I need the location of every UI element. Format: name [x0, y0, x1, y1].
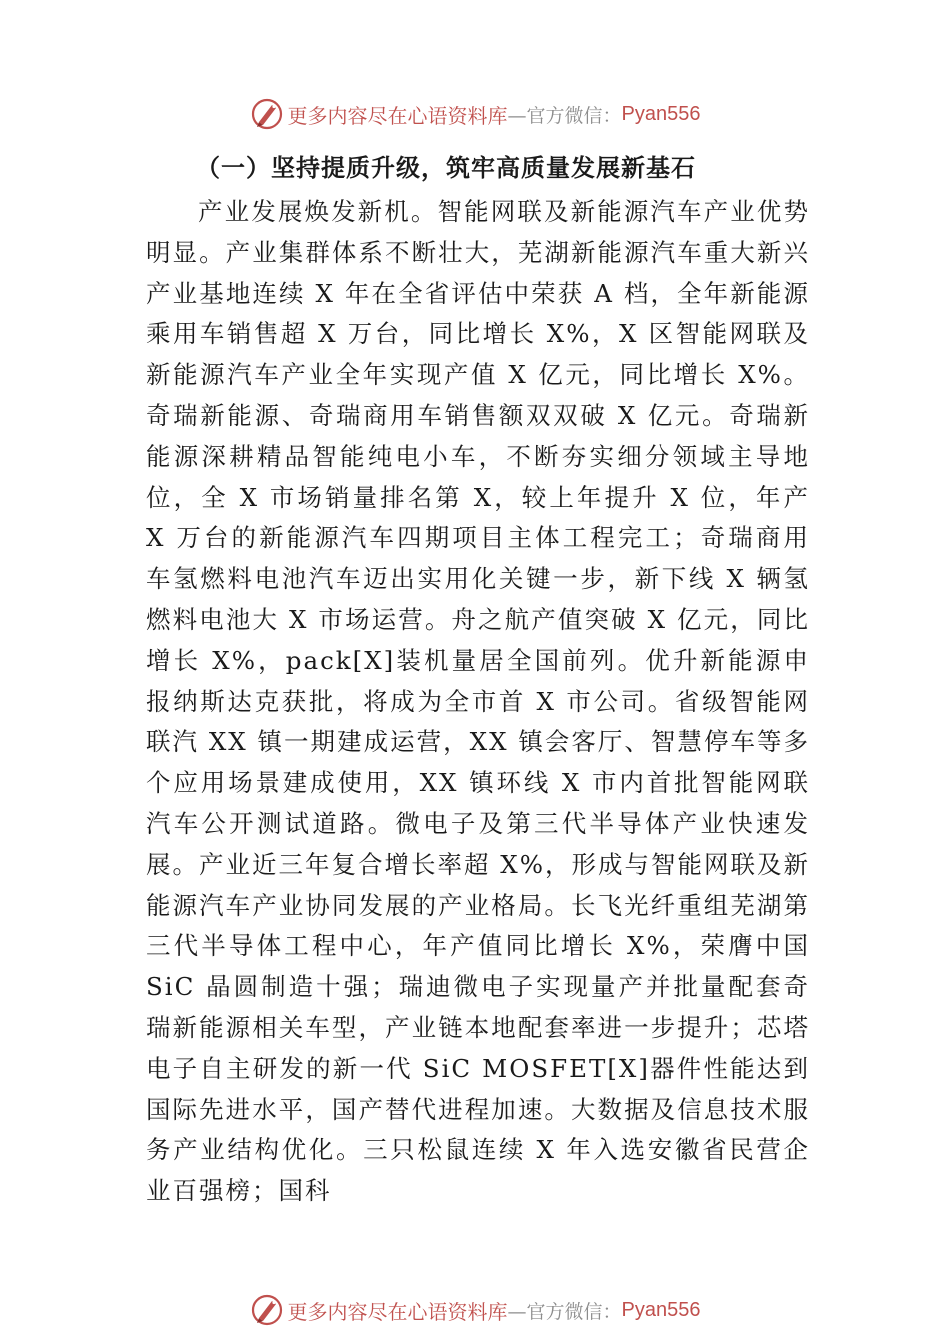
- pen-circle-logo-icon: [250, 1293, 284, 1327]
- watermark-banner-bottom: [0, 1290, 950, 1330]
- watermark-main-text: 更多内容尽在心语资料库: [287, 1299, 508, 1324]
- watermark-tail-text: —官方微信：: [507, 1300, 622, 1323]
- watermark-content: [250, 97, 701, 131]
- section-heading: （一）坚持提质升级，筑牢高质量发展新基石: [196, 153, 696, 182]
- watermark-wechat-id: Pyan556: [621, 102, 701, 125]
- watermark-banner-top: [0, 94, 950, 134]
- watermark-content: [250, 1293, 701, 1327]
- pen-circle-logo-icon: [250, 97, 284, 131]
- body-paragraph: 产业发展焕发新机。智能网联及新能源汽车产业优势明显。产业集群体系不断壮大，芜湖新能源汽车重大新兴产业基地连续 X 年在全省评估中荣获 A 档，全年新能源乘用车销售超 X 万台，同比增长 X%，X 区智能网联及新能源汽车产业全年实现产值 X 亿元，同比增长 X%。奇瑞新能源、奇瑞商用车销售额双双破 X 亿元。奇瑞新能源深耕精品智能纯电小车，不断夯实细分领域主导地位，全 X 市场销量排名第 X，较上年提升 X 位，年产 X 万台的新能源汽车四期项目主体工程完工；奇瑞商用车氢燃料电池汽车迈出实用化关键一步，新下线 X 辆氢燃料电池大 X 市场运营。舟之航产值突破 X 亿元，同比增长 X%，pack[X]装机量居全国前列。优升新能源申报纳斯达克获批，将成为全市首 X 市公司。省级智能网联汽 XX 镇一期建成运营，XX 镇会客厅、智慧停车等多个应用场景建成使用，XX 镇环线 X 市内首批智能网联汽车公开测试道路。微电子及第三代半导体产业快速发展。产业近三年复合增长率超 X%，形成与智能网联及新能源汽车产业协同发展的产业格局。长飞光纤重组芜湖第三代半导体工程中心，年产值同比增长 X%，荣膺中国 SiC 晶圆制造十强；瑞迪微电子实现量产并批量配套奇瑞新能源相关车型，产业链本地配套率进一步提升；芯塔电子自主研发的新一代 SiC MOSFET[X]器件性能达到国际先进水平，国产替代进程加速。大数据及信息技术服务产业结构优化。三只松鼠连续 X 年入选安徽省民营企业百强榜；国科: [146, 197, 811, 1206]
- watermark-wechat-id: Pyan556: [621, 1298, 701, 1321]
- watermark-main-text: 更多内容尽在心语资料库: [287, 103, 508, 128]
- watermark-tail-text: —官方微信：: [507, 104, 622, 127]
